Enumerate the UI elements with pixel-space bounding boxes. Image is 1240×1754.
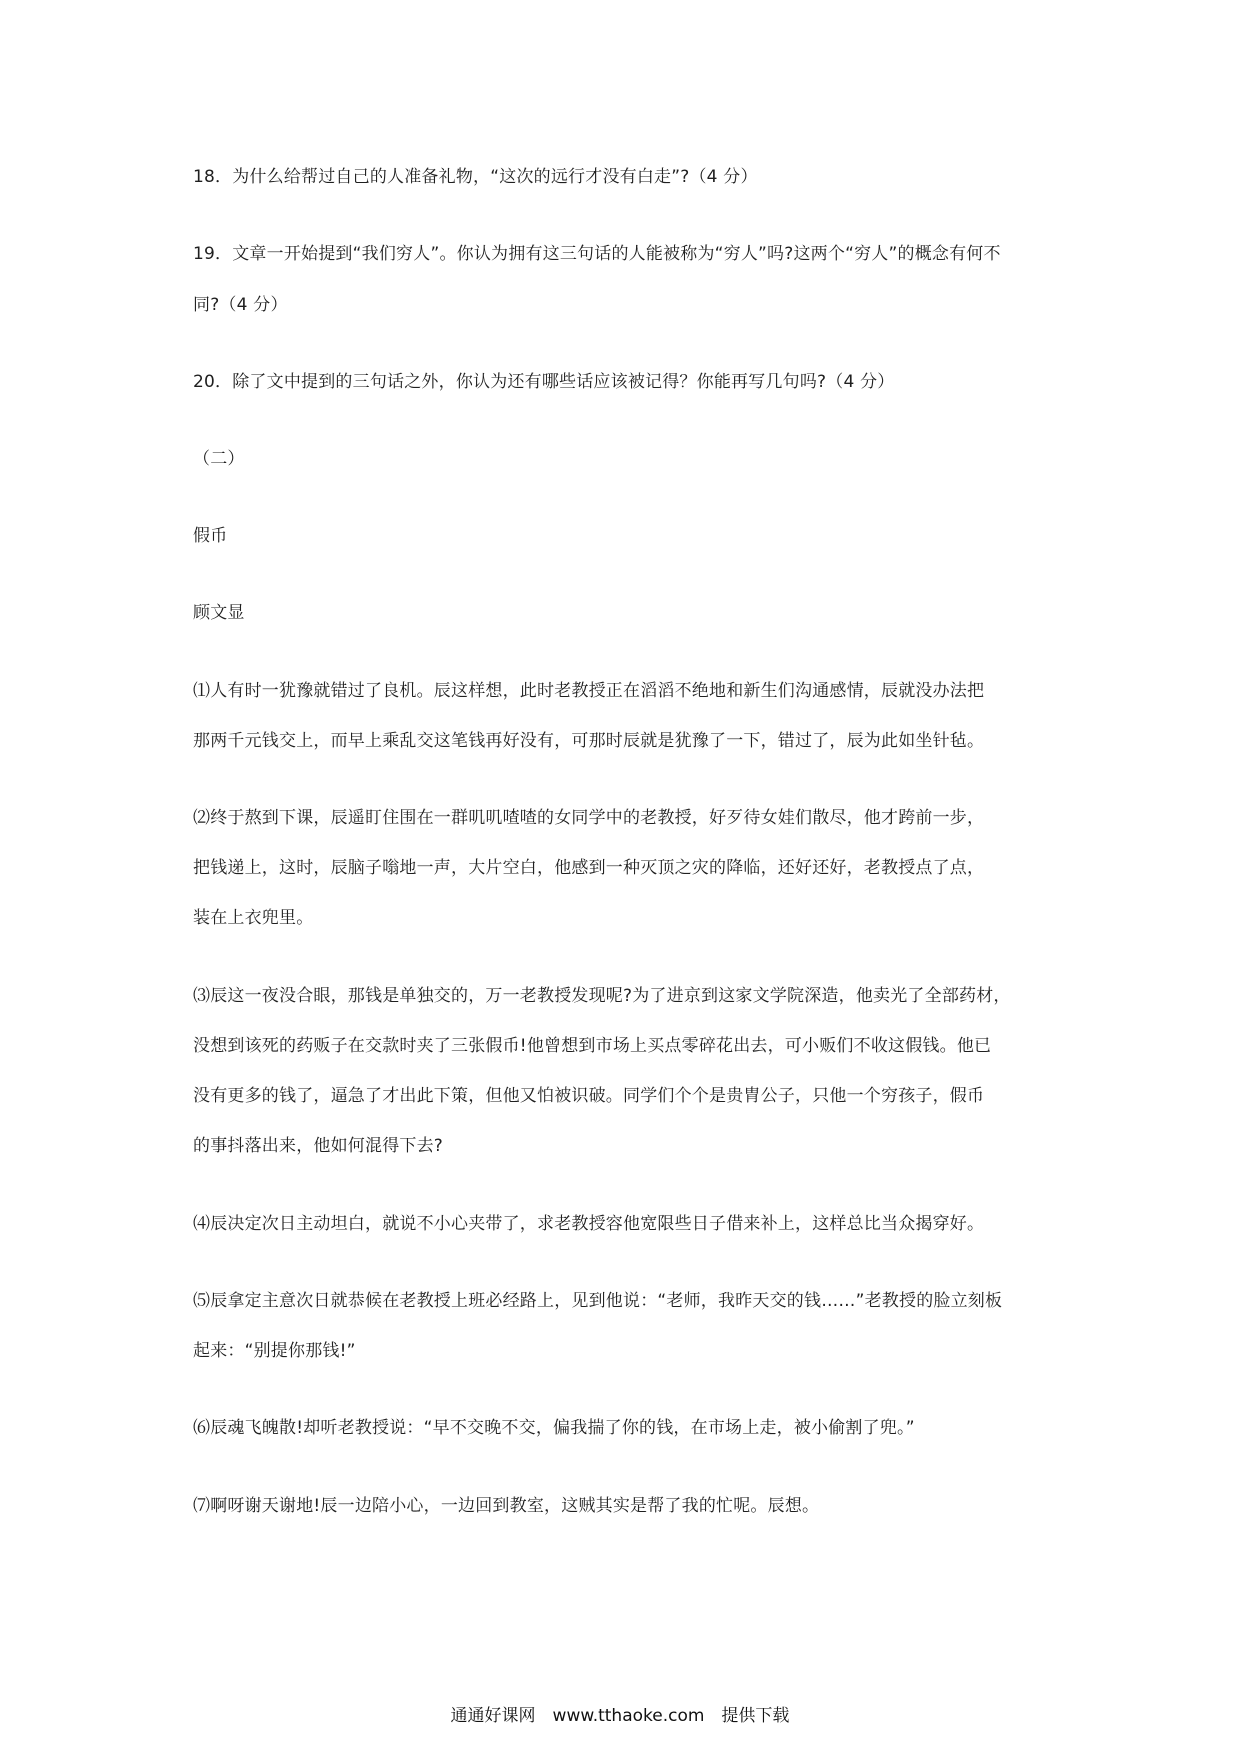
paragraph-3-line-4: 的事抖落出来，他如何混得下去? [193,1136,444,1156]
paragraph-5-line-1: ⑸辰拿定主意次日就恭候在老教授上班必经路上，见到他说：“老师，我昨天交的钱……”老教授的脸立刻板 [193,1291,1003,1311]
question-19-line-2: 同?（4 分） [193,295,288,315]
question-19-line-1: 19．文章一开始提到“我们穷人”。你认为拥有这三句话的人能被称为“穷人”吗?这两个“穷人”的概念有何不 [193,244,1001,264]
question-18: 18．为什么给帮过自己的人准备礼物，“这次的远行才没有白走”?（4 分） [193,167,758,187]
page-footer: 通通好课网 www.tthaoke.com 提供下载 [450,1706,790,1726]
paragraph-5-line-2: 起来：“别提你那钱!” [193,1341,356,1361]
paragraph-7: ⑺啊呀谢天谢地!辰一边陪小心，一边回到教室，这贼其实是帮了我的忙呢。辰想。 [193,1496,820,1516]
paragraph-6: ⑹辰魂飞魄散!却听老教授说：“早不交晚不交，偏我揣了你的钱，在市场上走，被小偷割了兜。” [193,1418,915,1438]
paragraph-3-line-3: 没有更多的钱了，逼急了才出此下策，但他又怕被识破。同学们个个是贵胄公子，只他一个穷孩子，假币 [193,1086,985,1106]
paragraph-3-line-2: 没想到该死的药贩子在交款时夹了三张假币!他曾想到市场上买点零碎花出去，可小贩们不收这假钱。他已 [193,1036,992,1056]
paragraph-1-line-2: 那两千元钱交上，而早上乘乱交这笔钱再好没有，可那时辰就是犹豫了一下，错过了，辰为此如坐针毡。 [193,731,985,751]
paragraph-2-line-2: 把钱递上，这时，辰脑子嗡地一声，大片空白，他感到一种灭顶之灾的降临，还好还好，老教授点了点， [193,858,985,878]
paragraph-3-line-1: ⑶辰这一夜没合眼，那钱是单独交的，万一老教授发现呢?为了进京到这家文学院深造，他卖光了全部药材， [193,986,1011,1006]
section-heading: （二） [193,449,245,469]
paragraph-2-line-3: 装在上衣兜里。 [193,908,314,928]
article-title: 假币 [193,526,228,546]
question-20: 20．除了文中提到的三句话之外，你认为还有哪些话应该被记得？你能再写几句吗?（4 分） [193,372,895,392]
paragraph-1-line-1: ⑴人有时一犹豫就错过了良机。辰这样想，此时老教授正在滔滔不绝地和新生们沟通感情，辰就没办法把 [193,681,985,701]
article-author: 顾文显 [193,603,245,623]
paragraph-2-line-1: ⑵终于熬到下课，辰遥盯住围在一群叽叽喳喳的女同学中的老教授，好歹待女娃们散尽，他才跨前一步， [193,808,985,828]
paragraph-4: ⑷辰决定次日主动坦白，就说不小心夹带了，求老教授容他宽限些日子借来补上，这样总比当众揭穿好。 [193,1214,985,1234]
